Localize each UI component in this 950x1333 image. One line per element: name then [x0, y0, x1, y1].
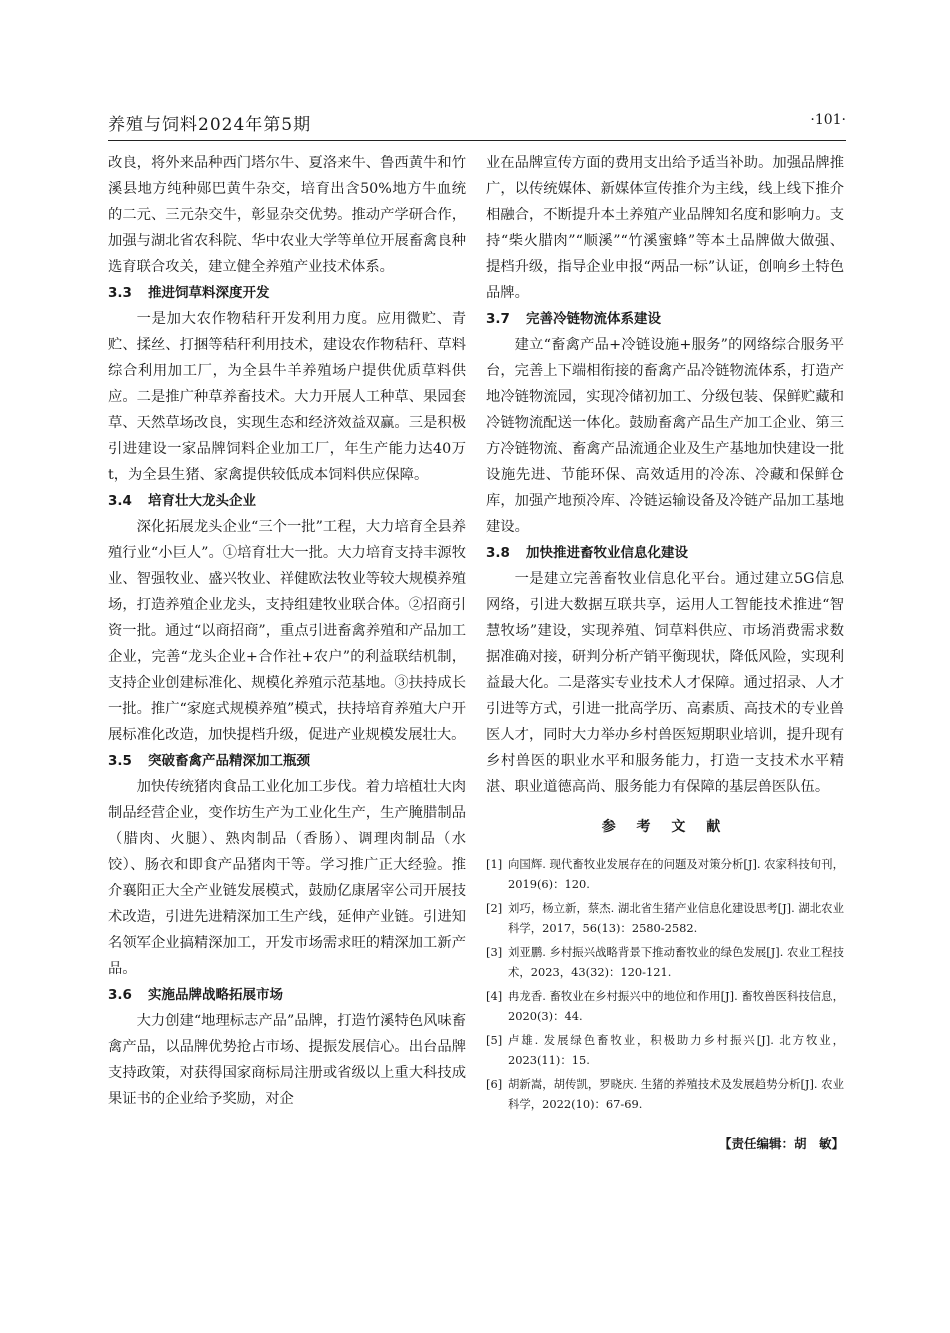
- section-title: 加快推进畜牧业信息化建设: [526, 545, 688, 561]
- reference-text: 向国辉. 现代畜牧业发展存在的问题及对策分析[J]. 农家科技旬刊，2019(6)：120.: [508, 857, 844, 891]
- references-title: 参 考 文 献: [601, 819, 729, 835]
- reference-text: 卢雄. 发展绿色畜牧业，积极助力乡村振兴[J]. 北方牧业，2023(11)：15.: [508, 1033, 844, 1067]
- reference-number: [5]: [486, 1033, 503, 1047]
- section-3-5-heading: [108, 748, 466, 774]
- reference-item: [486, 986, 844, 1026]
- section-3-4-heading: [108, 488, 466, 514]
- reference-item: [486, 1074, 844, 1114]
- right-column: [486, 150, 844, 1152]
- section-3-8-heading: [486, 540, 844, 566]
- section-3-6-continued: 业在品牌宣传方面的费用支出给予适当补助。加强品牌推广，以传统媒体、新媒体宣传推介为主线，线上线下推介相融合，不断提升本土养殖产业品牌知名度和影响力。支持“柴火腊肉”“顺溪”“竹溪蜜蜂”等本土品牌做大做强、提档升级，指导企业申报“两品一标”认证，创响乡土特色品牌。: [486, 155, 844, 301]
- reference-number: [4]: [486, 989, 503, 1003]
- reference-number: [2]: [486, 901, 503, 915]
- reference-item: [486, 942, 844, 982]
- section-number: 3.6: [108, 987, 132, 1003]
- page-number: ·101·: [810, 112, 846, 128]
- section-number: 3.7: [486, 311, 510, 327]
- reference-number: [1]: [486, 857, 503, 871]
- section-3-4-body: 深化拓展龙头企业“三个一批”工程，大力培育全县养殖行业“小巨人”。①培育壮大一批。大力培育支持丰源牧业、智强牧业、盛兴牧业、祥健欧法牧业等较大规模养殖场，打造养殖企业龙头，支持组建牧业联合体。②招商引资一批。通过“以商招商”，重点引进畜禽养殖和产品加工企业，完善“龙头企业+合作社+农户”的利益联结机制，支持企业创建标准化、规模化养殖示范基地。③扶持成长一批。推广“家庭式规模养殖”模式，扶持培育养殖大户开展标准化改造，加快提档升级，促进产业规模发展壮大。: [108, 519, 466, 743]
- left-column: [108, 150, 466, 1112]
- header-rule: [108, 140, 846, 141]
- section-3-6-heading: [108, 982, 466, 1008]
- section-3-3-body: 一是加大农作物秸秆开发利用力度。应用微贮、青贮、揉丝、打捆等秸秆利用技术，建设农作物秸秆、草料综合利用加工厂，为全县牛羊养殖场户提供优质草料供应。二是推广种草养畜技术。大力开展人工种草、果园套草、天然草场改良，实现生态和经济效益双赢。三是积极引进建设一家品牌饲料企业加工厂，年生产能力达40万t，为全县生猪、家禽提供较低成本饲料供应保障。: [108, 311, 466, 483]
- section-3-3-heading: [108, 280, 466, 306]
- journal-title: 养殖与饲料2024年第5期: [108, 115, 312, 135]
- reference-item: [486, 1030, 844, 1070]
- reference-list: [486, 854, 844, 1114]
- reference-item: [486, 854, 844, 894]
- reference-text: 胡新嵩，胡传凯，罗晓庆. 生猪的养殖技术及发展趋势分析[J]. 农业科学，2022(10)：67-69.: [508, 1077, 844, 1111]
- section-number: 3.4: [108, 493, 132, 509]
- reference-item: [486, 898, 844, 938]
- section-title: 培育壮大龙头企业: [148, 493, 256, 509]
- section-number: 3.8: [486, 545, 510, 561]
- section-number: 3.3: [108, 285, 132, 301]
- reference-number: [6]: [486, 1077, 503, 1091]
- section-title: 完善冷链物流体系建设: [526, 311, 661, 327]
- section-3-8-body: 一是建立完善畜牧业信息化平台。通过建立5G信息网络，引进大数据互联共享，运用人工智能技术推进“智慧牧场”建设，实现养殖、饲草料供应、市场消费需求数据准确对接，研判分析产销平衡现状，降低风险，实现利益最大化。二是落实专业技术人才保障。通过招录、人才引进等方式，引进一批高学历、高素质、高技术的专业兽医人才，同时大力举办乡村兽医短期职业培训，提升现有乡村兽医的职业水平和服务能力，打造一支技术水平精湛、职业道德高尚、服务能力有保障的基层兽医队伍。: [486, 571, 844, 795]
- intro-paragraph: 改良，将外来品种西门塔尔牛、夏洛来牛、鲁西黄牛和竹溪县地方纯种郧巴黄牛杂交，培育出含50%地方牛血统的二元、三元杂交牛，彰显杂交优势。推动产学研合作，加强与湖北省农科院、华中农业大学等单位开展畜禽良种选育联合攻关，建立健全养殖产业技术体系。: [108, 155, 466, 275]
- section-title: 实施品牌战略拓展市场: [148, 987, 283, 1003]
- reference-text: 刘亚鹏. 乡村振兴战略背景下推动畜牧业的绿色发展[J]. 农业工程技术，2023，43(32)：120-121.: [508, 945, 844, 979]
- section-number: 3.5: [108, 753, 132, 769]
- responsible-editor: 【责任编辑：胡 敏】: [718, 1136, 844, 1151]
- section-3-7-body: 建立“畜禽产品+冷链设施+服务”的网络综合服务平台，完善上下端相衔接的畜禽产品冷链物流体系，打造产地冷链物流园，实现冷储初加工、分级包装、保鲜贮藏和冷链物流配送一体化。鼓励畜禽产品生产加工企业、第三方冷链物流、畜禽产品流通企业及生产基地加快建设一批设施先进、节能环保、高效适用的冷冻、冷藏和保鲜仓库，加强产地预冷库、冷链运输设备及冷链产品加工基地建设。: [486, 337, 844, 535]
- reference-text: 刘巧，杨立新，蔡杰. 湖北省生猪产业信息化建设思考[J]. 湖北农业科学，2017，56(13)：2580-2582.: [508, 901, 844, 935]
- page-header: [108, 110, 846, 140]
- section-3-7-heading: [486, 306, 844, 332]
- section-title: 突破畜禽产品精深加工瓶颈: [148, 753, 310, 769]
- reference-number: [3]: [486, 945, 503, 959]
- section-3-6-body: 大力创建“地理标志产品”品牌，打造竹溪特色风味畜禽产品，以品牌优势抢占市场、提振发展信心。出台品牌支持政策，对获得国家商标局注册或省级以上重大科技成果证书的企业给予奖励，对企: [108, 1013, 466, 1107]
- section-3-5-body: 加快传统猪肉食品工业化加工步伐。着力培植壮大肉制品经营企业，变作坊生产为工业化生产，生产腌腊制品（腊肉、火腿）、熟肉制品（香肠）、调理肉制品（水饺）、肠衣和即食产品猪肉干等。学习推广正大经验。推介襄阳正大全产业链发展模式，鼓励亿康屠宰公司开展技术改造，引进先进精深加工生产线，延伸产业链。引进知名领军企业搞精深加工，开发市场需求旺的精深加工新产品。: [108, 779, 466, 977]
- reference-text: 冉龙香. 畜牧业在乡村振兴中的地位和作用[J]. 畜牧兽医科技信息，2020(3)：44.: [508, 989, 844, 1023]
- section-title: 推进饲草料深度开发: [148, 285, 270, 301]
